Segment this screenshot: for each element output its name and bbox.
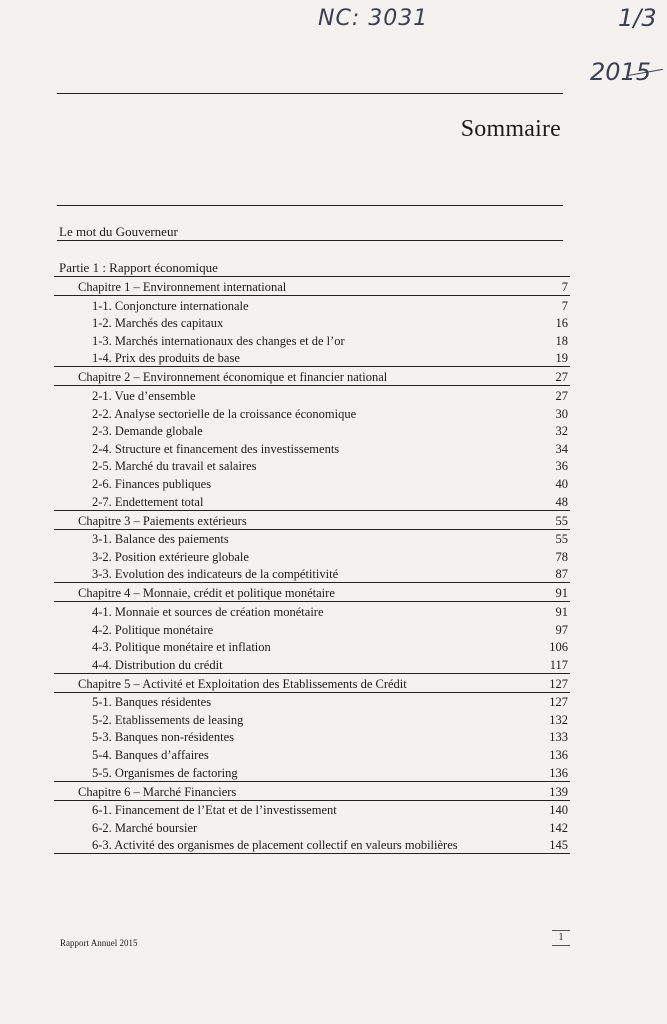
toc-section-title: 2-1. Vue d’ensemble	[92, 388, 196, 403]
toc-chapter-row	[54, 510, 570, 530]
toc-section-row	[54, 745, 570, 763]
toc-section-row	[54, 530, 570, 548]
toc-chapter-page: 127	[549, 676, 568, 691]
toc-chapter-title: Chapitre 6 – Marché Financiers	[78, 784, 237, 799]
footer-label: Rapport Annuel 2015	[60, 938, 138, 948]
toc-section-title: 3-2. Position extérieure globale	[92, 549, 249, 564]
toc-chapter-row	[54, 673, 570, 693]
page-title: Sommaire	[460, 116, 561, 142]
toc-section-row	[54, 457, 570, 475]
toc-section-page: 16	[555, 316, 568, 331]
toc-chapter-page: 139	[549, 784, 568, 799]
toc-section-page: 136	[549, 765, 568, 780]
toc-intro-entry: Le mot du Gouverneur	[59, 224, 178, 239]
toc-section-title: 4-1. Monnaie et sources de création monétaire	[92, 604, 324, 619]
toc-section-row	[54, 314, 570, 332]
toc-section-title: 4-3. Politique monétaire et inflation	[92, 640, 271, 655]
toc-chapter-row	[54, 781, 570, 801]
toc-section-row	[54, 386, 570, 404]
toc-bottom-rule	[54, 853, 570, 854]
toc-section-title: 2-7. Endettement total	[92, 494, 204, 509]
toc-section-page: 30	[555, 406, 568, 421]
toc-section-page: 132	[549, 712, 568, 727]
toc-section-row	[54, 404, 570, 422]
toc-chapter-page: 7	[561, 280, 568, 294]
toc-section-page: 127	[549, 695, 568, 710]
toc-section-page: 136	[549, 748, 568, 763]
toc-section-page: 91	[555, 604, 568, 619]
toc-section-title: 4-4. Distribution du crédit	[92, 657, 223, 672]
toc-section-title: 3-3. Evolution des indicateurs de la compétitivité	[92, 567, 339, 582]
toc-section-row	[54, 331, 570, 349]
toc-section-title: 6-3. Activité des organismes de placement collectif en valeurs mobilières	[92, 838, 458, 853]
toc-section-page: 106	[549, 640, 568, 655]
toc-section-page: 48	[555, 494, 568, 509]
toc-section-row	[54, 602, 570, 620]
toc-section-title: 2-4. Structure et financement des investissements	[92, 441, 340, 456]
toc-section-title: 5-2. Etablissements de leasing	[92, 712, 244, 727]
toc-chapter-title: Chapitre 5 – Activité et Exploitation des Etablissements de Crédit	[78, 676, 407, 691]
toc-section-page: 32	[555, 424, 568, 439]
toc-section-row	[54, 638, 570, 656]
toc-section-page: 7	[561, 298, 568, 313]
toc-section-page: 55	[555, 532, 568, 547]
toc-section-row	[54, 474, 570, 492]
toc-section-page: 78	[555, 549, 568, 564]
toc-section-title: 2-3. Demande globale	[92, 424, 203, 439]
toc-chapter-page: 91	[555, 586, 568, 601]
toc-section-page: 19	[555, 351, 568, 366]
toc-chapter-page: 55	[555, 513, 568, 528]
toc-chapter-title: Chapitre 2 – Environnement économique et financier national	[78, 370, 388, 385]
toc-section-page: 133	[549, 730, 568, 745]
toc-section-title: 2-6. Finances publiques	[92, 476, 212, 491]
intro-rule	[57, 240, 563, 241]
toc-section-title: 5-4. Banques d’affaires	[92, 748, 209, 763]
toc-part-entry: Partie 1 : Rapport économique	[59, 260, 218, 275]
toc-chapter-title: Chapitre 3 – Paiements extérieurs	[78, 513, 247, 528]
toc-section-row	[54, 710, 570, 728]
toc-section-page: 117	[549, 657, 568, 672]
handwritten-reference: NC: 3031	[318, 6, 429, 31]
toc-section-row	[54, 296, 570, 314]
toc-section-page: 145	[549, 838, 568, 853]
toc-section-page: 18	[555, 333, 568, 348]
toc-section-row	[54, 620, 570, 638]
toc-section-title: 5-1. Banques résidentes	[92, 695, 212, 710]
toc-section-page: 97	[555, 622, 568, 637]
toc-chapter-row	[54, 582, 570, 602]
toc-chapter-page: 27	[555, 370, 568, 385]
handwritten-year: 2015	[590, 58, 652, 86]
toc-section-page: 36	[555, 459, 568, 474]
toc-section-title: 1-3. Marchés internationaux des changes et de l’or	[92, 333, 345, 348]
toc-section-row	[54, 547, 570, 565]
toc-section-row	[54, 836, 570, 854]
toc-section-title: 1-2. Marchés des capitaux	[92, 316, 224, 331]
table-of-contents	[54, 276, 570, 854]
toc-section-page: 87	[555, 567, 568, 582]
toc-chapter-row	[54, 366, 570, 386]
toc-section-page: 140	[549, 803, 568, 818]
title-rule	[57, 205, 563, 206]
toc-chapter-title: Chapitre 4 – Monnaie, crédit et politique monétaire	[78, 586, 335, 601]
toc-section-row	[54, 801, 570, 819]
handwritten-page-mark: 1/3	[618, 4, 657, 32]
toc-chapter-title: Chapitre 1 – Environnement international	[78, 280, 287, 294]
toc-section-page: 34	[555, 441, 568, 456]
toc-section-title: 6-2. Marché boursier	[92, 820, 198, 835]
toc-section-row	[54, 693, 570, 711]
toc-section-row	[54, 565, 570, 583]
toc-section-row	[54, 349, 570, 367]
toc-section-row	[54, 818, 570, 836]
toc-section-title: 5-5. Organismes de factoring	[92, 765, 238, 780]
toc-section-title: 2-2. Analyse sectorielle de la croissance économique	[92, 406, 357, 421]
toc-section-row	[54, 763, 570, 781]
toc-section-title: 1-1. Conjoncture internationale	[92, 298, 249, 313]
toc-section-row	[54, 492, 570, 510]
toc-section-title: 3-1. Balance des paiements	[92, 532, 229, 547]
toc-section-row	[54, 655, 570, 673]
toc-section-page: 142	[549, 820, 568, 835]
footer-page-number: 1	[552, 932, 570, 943]
toc-section-title: 2-5. Marché du travail et salaires	[92, 459, 257, 474]
toc-section-page: 27	[555, 388, 568, 403]
toc-section-row	[54, 422, 570, 440]
top-rule	[57, 93, 563, 94]
toc-section-page: 40	[555, 476, 568, 491]
toc-section-title: 1-4. Prix des produits de base	[92, 351, 240, 366]
toc-section-row	[54, 728, 570, 746]
toc-section-row	[54, 439, 570, 457]
toc-chapter-row	[54, 276, 570, 296]
toc-section-title: 4-2. Politique monétaire	[92, 622, 214, 637]
toc-section-title: 6-1. Financement de l’Etat et de l’investissement	[92, 803, 337, 818]
toc-section-title: 5-3. Banques non-résidentes	[92, 730, 234, 745]
